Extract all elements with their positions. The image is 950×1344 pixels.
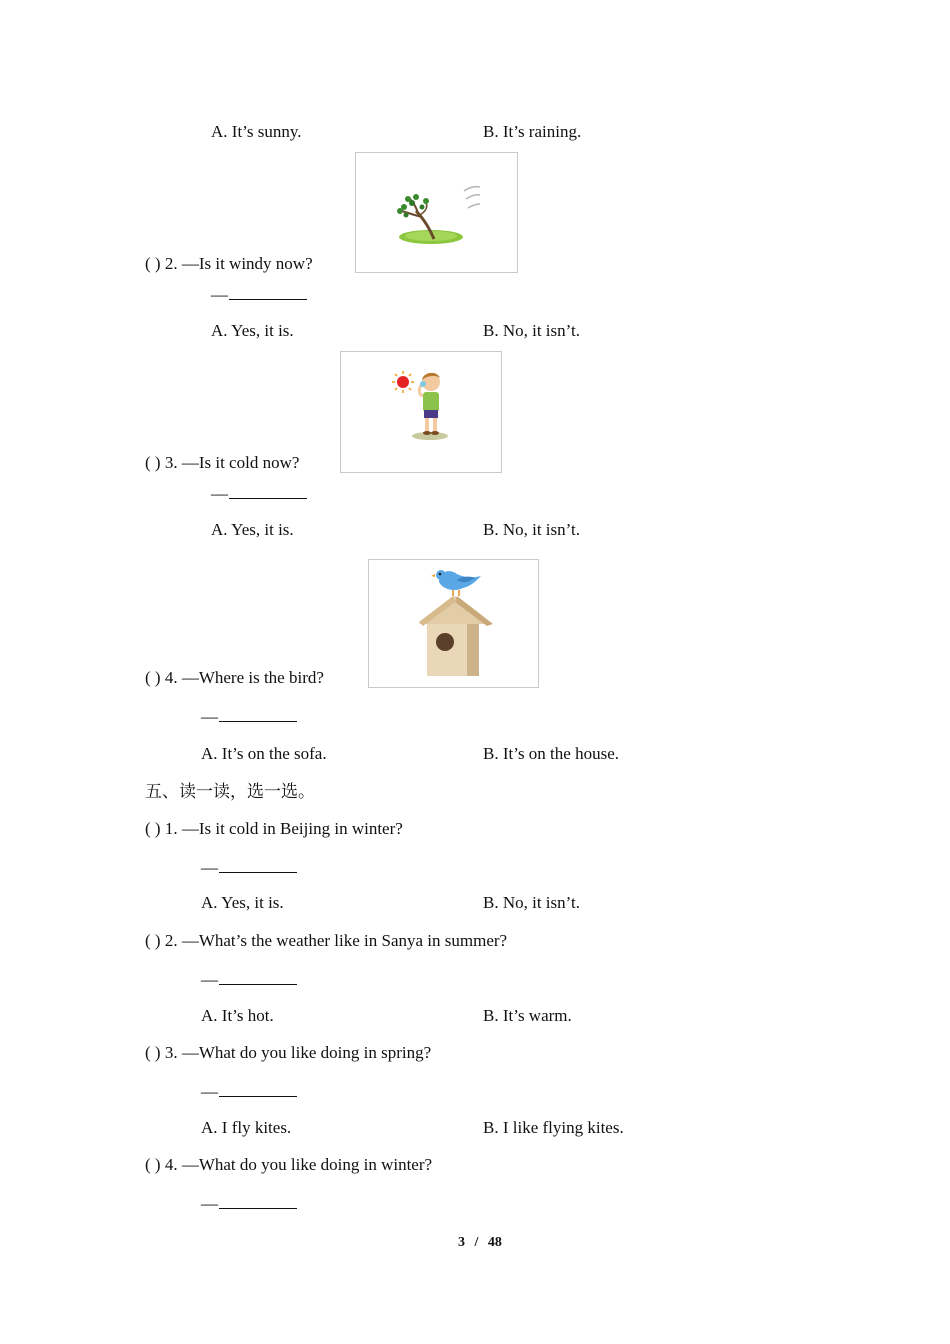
q3-answer-line[interactable]: — xyxy=(211,484,307,504)
windy-tree-icon xyxy=(356,153,517,272)
bird-house-picture xyxy=(368,559,539,688)
p5-q2-answer-line[interactable]: — xyxy=(201,970,297,990)
q3-option-b: B. No, it isn’t. xyxy=(483,520,580,539)
p5-q3-answer-line[interactable]: — xyxy=(201,1082,297,1102)
q4-option-b: B. It’s on the house. xyxy=(483,744,619,763)
windy-tree-picture xyxy=(355,152,518,273)
q1-option-b: B. It’s raining. xyxy=(483,122,582,141)
p5-q2-question: ( ) 2. —What’s the weather like in Sanya in summer? xyxy=(145,931,508,950)
q1-option-a: A. It’s sunny. xyxy=(211,122,302,141)
p5-q2-option-b: B. It’s warm. xyxy=(483,1006,572,1025)
total-pages: 48 xyxy=(487,1235,502,1250)
q4-option-a: A. It’s on the sofa. xyxy=(201,744,327,763)
bird-on-birdhouse-icon xyxy=(369,560,538,687)
q4-answer-line[interactable]: — xyxy=(201,707,297,727)
boy-sun-picture xyxy=(340,351,502,473)
p5-q1-option-b: B. No, it isn’t. xyxy=(483,893,580,912)
p5-q4-question: ( ) 4. —What do you like doing in winter? xyxy=(145,1155,433,1174)
sun-icon xyxy=(392,371,414,393)
p5-q4-answer-line[interactable]: — xyxy=(201,1194,297,1214)
p5-q2-option-a: A. It’s hot. xyxy=(201,1006,274,1025)
q2-option-b: B. No, it isn’t. xyxy=(483,321,580,340)
boy-with-sun-icon xyxy=(341,352,501,472)
q2-option-a: A. Yes, it is. xyxy=(211,321,294,340)
current-page: 3 xyxy=(458,1235,465,1250)
page-number-footer xyxy=(458,1235,502,1251)
p5-q3-question: ( ) 3. —What do you like doing in spring? xyxy=(145,1043,432,1062)
p5-q3-option-a: A. I fly kites. xyxy=(201,1118,292,1137)
q3-option-a: A. Yes, it is. xyxy=(211,520,294,539)
p5-q1-answer-line[interactable]: — xyxy=(201,858,297,878)
q2-question: ( ) 2. —Is it windy now? xyxy=(145,254,313,273)
page-separator: / xyxy=(474,1235,479,1250)
q3-question: ( ) 3. —Is it cold now? xyxy=(145,453,300,472)
p5-q1-question: ( ) 1. —Is it cold in Beijing in winter? xyxy=(145,819,403,838)
q2-answer-line[interactable]: — xyxy=(211,285,307,305)
p5-q3-option-b: B. I like flying kites. xyxy=(483,1118,624,1137)
p5-q1-option-a: A. Yes, it is. xyxy=(201,893,284,912)
section-heading-part5: 五、读一读，选一选。 xyxy=(145,782,315,802)
q4-question: ( ) 4. —Where is the bird? xyxy=(145,668,324,687)
